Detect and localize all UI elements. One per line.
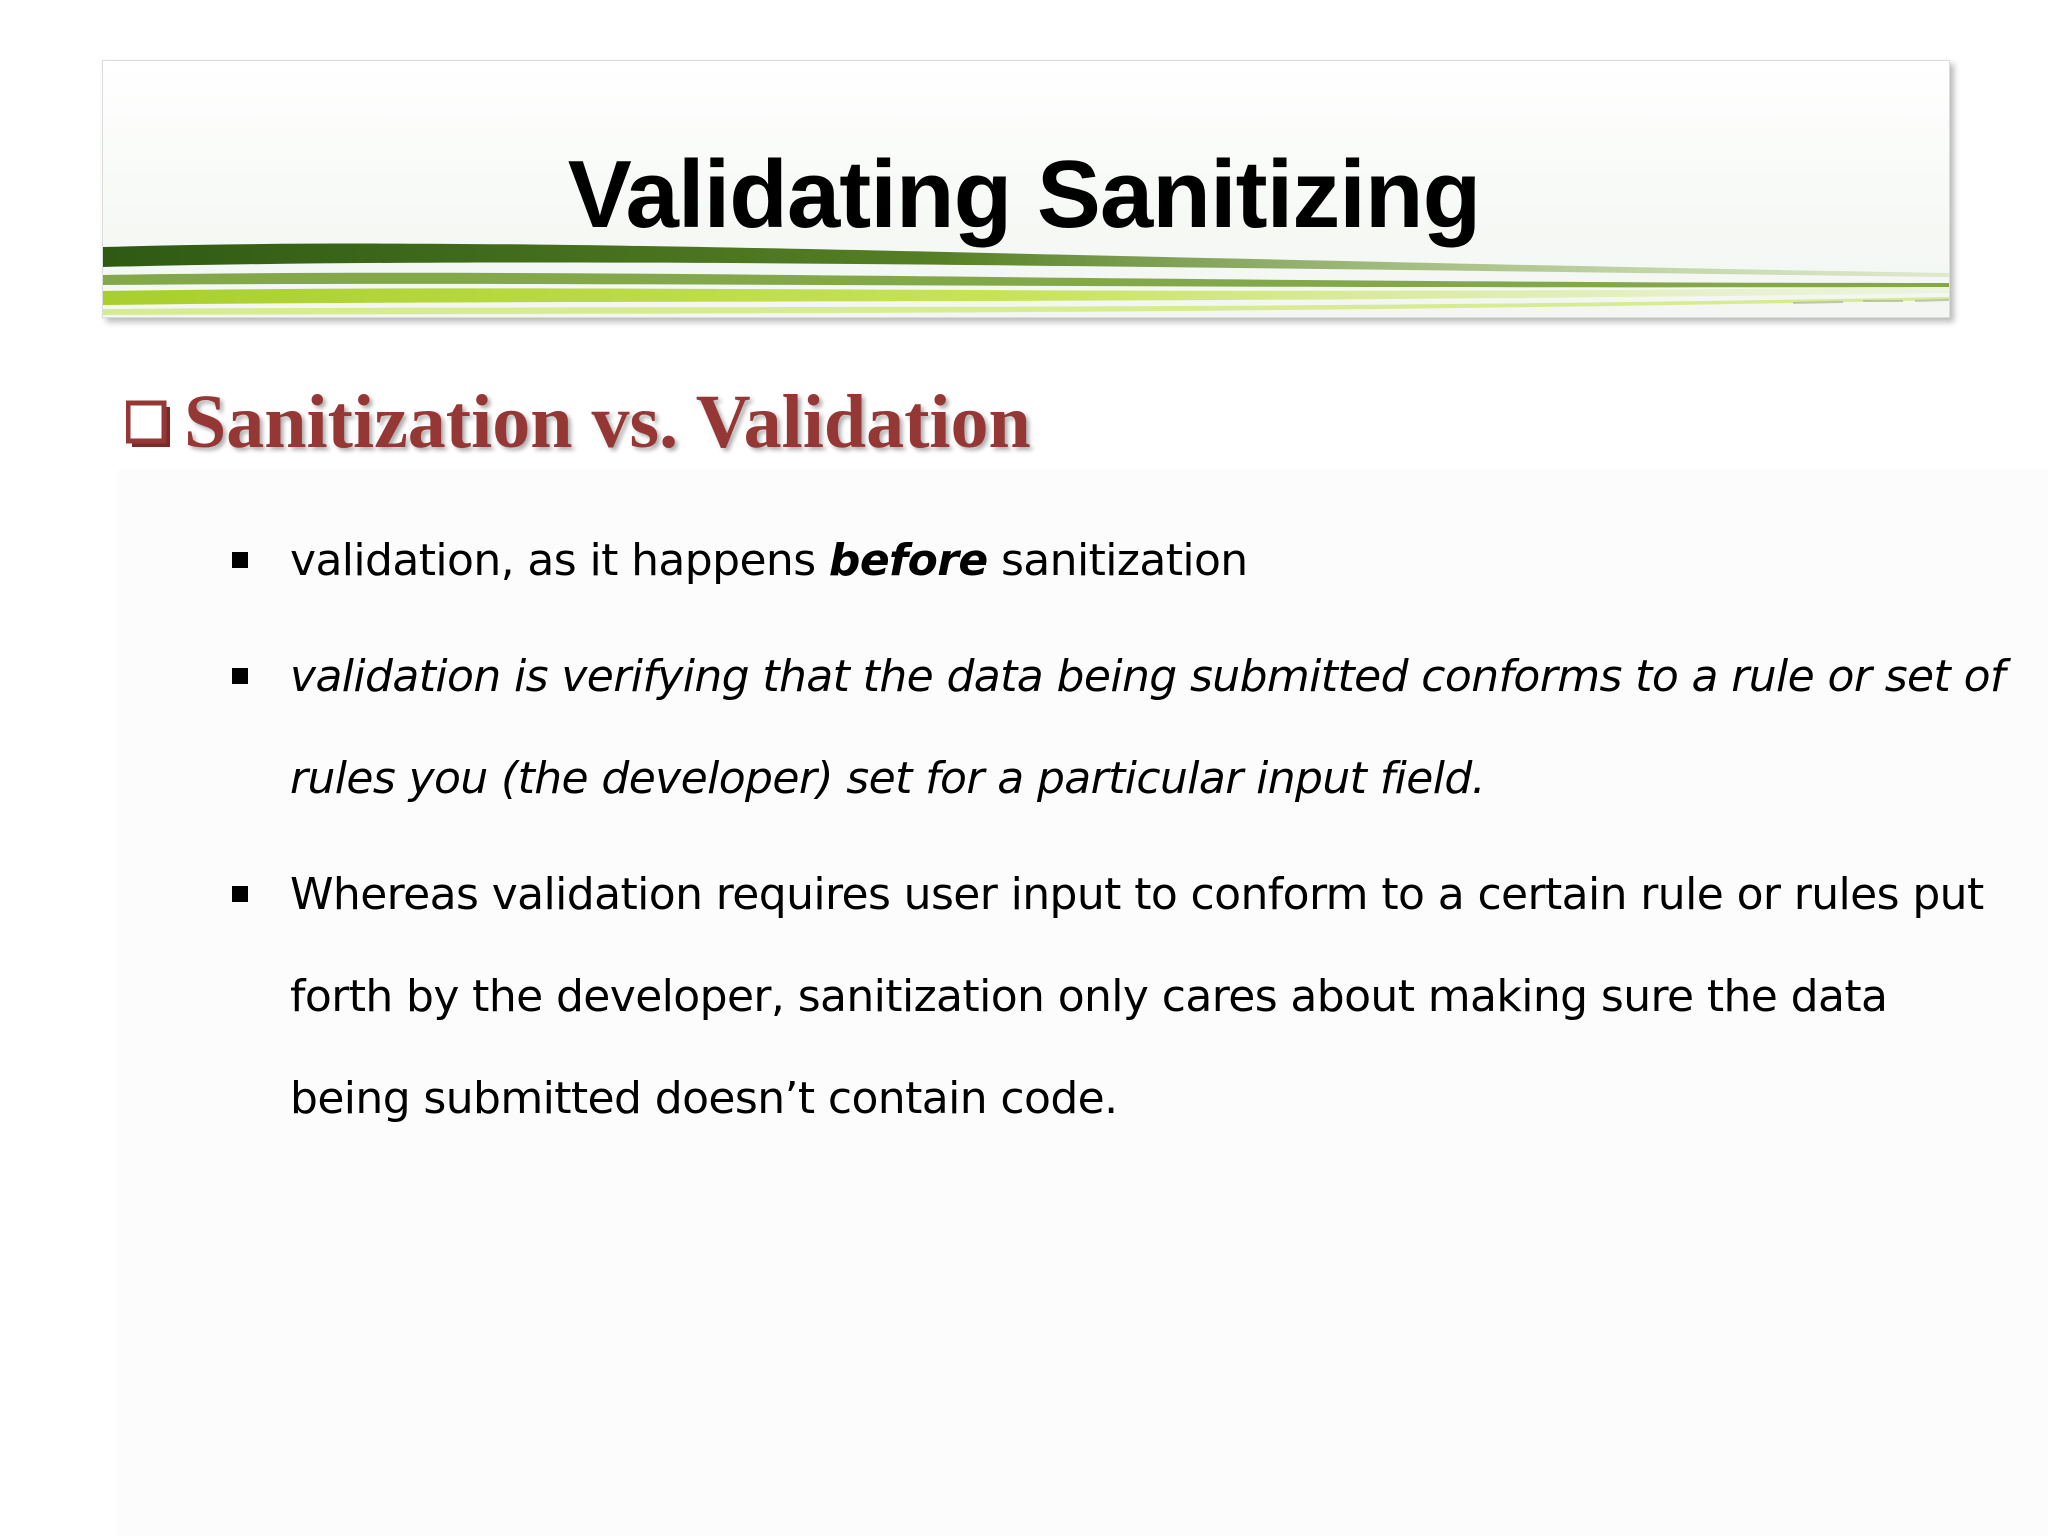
section-heading [126, 372, 1031, 472]
bullet-emphasis: before [828, 535, 988, 586]
slide-title: Validating Sanitizing [567, 141, 1481, 248]
square-bullet-icon [232, 668, 248, 684]
bullet-text: Whereas validation requires user input to conform to a certain rule or rules put forth by the developer, sanitization only cares about making sure the data being submitted doesn’t contain code. [290, 869, 1984, 1124]
bullet-item [228, 510, 2008, 612]
square-bullet-icon [232, 552, 248, 568]
bullet-text-after: sanitization [987, 535, 1248, 586]
bullet-text [290, 535, 1248, 586]
section-title: Sanitization vs. Validation [184, 379, 1031, 464]
bullet-text: validation is verifying that the data being submitted conforms to a rule or set of rules you (the developer) set for a particular input field. [290, 651, 2005, 804]
checkbox-square-icon [126, 397, 174, 453]
bullet-item [228, 626, 2008, 830]
bullet-item [228, 844, 2008, 1150]
bullet-text-before: validation, as it happens [290, 535, 829, 586]
bullet-list [228, 510, 2008, 1164]
square-bullet-icon [232, 886, 248, 902]
